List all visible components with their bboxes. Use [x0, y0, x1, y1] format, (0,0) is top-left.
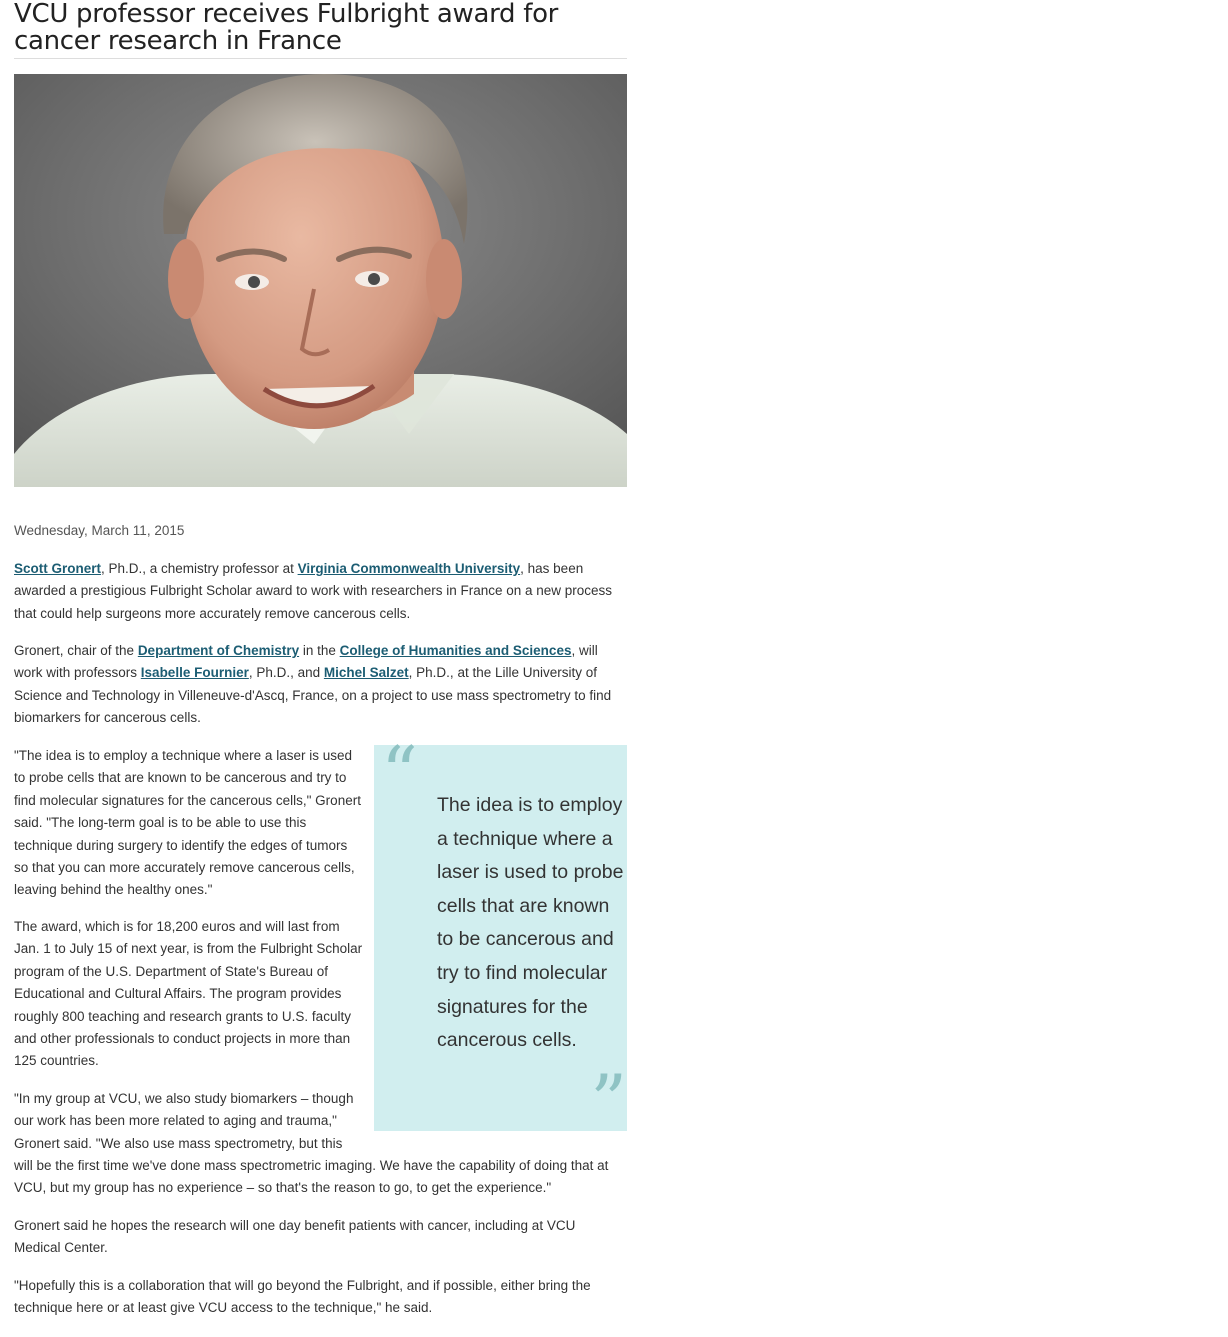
paragraph-6: Gronert said he hopes the research will one day benefit patients with cancer, including at VCU Medical Center.	[14, 1218, 576, 1256]
article	[14, 0, 627, 1316]
link-college-humanities-sciences[interactable]: College of Humanities and Sciences	[339, 643, 572, 658]
link-michel-salzet[interactable]: Michel Salzet	[323, 665, 409, 681]
pull-quote-text: The idea is to employ a technique where a laser is used to probe cells that are known to be cancerous and try to find molecular signatures for the cancerous cells.	[437, 794, 624, 1052]
paragraph-1-text-b: , has been awarded a prestigious Fulbright Scholar award to work with researchers in France on a new process that could help surgeons more accurately remove cancerous cells.	[14, 561, 613, 621]
paragraph-2-text-d: , Ph.D., and	[248, 665, 324, 681]
article-photo	[14, 74, 627, 487]
article-date: Wednesday, March 11, 2015	[14, 523, 185, 538]
link-isabelle-fournier[interactable]: Isabelle Fournier	[140, 665, 249, 681]
paragraph-2-text-a: Gronert, chair of the	[14, 643, 138, 658]
open-quote-icon: “	[381, 731, 418, 815]
paragraph-1-text-a: , Ph.D., a chemistry professor at	[101, 561, 298, 576]
paragraph-7: "Hopefully this is a collaboration that will go beyond the Fulbright, and if possible, either bring the technique here or at least give VCU access to the technique," he said.	[14, 1278, 591, 1316]
article-title: VCU professor receives Fulbright award for cancer research in France	[14, 0, 559, 56]
paragraph-4: The award, which is for 18,200 euros and will last from Jan. 1 to July 15 of next year, is from the Fulbright Scholar program of the U.S. Department of State's Bureau of Educational and Cultural Affairs. The program provides roughly 800 teaching and research grants to U.S. faculty and other professionals to conduct projects in more than 125 countries.	[14, 919, 363, 1069]
paragraph-2-text-c: , will work with professors	[14, 643, 598, 681]
title-divider	[14, 58, 627, 59]
close-quote-icon: ”	[590, 1059, 627, 1143]
paragraph-1	[14, 558, 630, 625]
paragraph-2-text-e: , Ph.D., at the Lille University of Science and Technology in Villeneuve-d'Ascq, France, on a project to use mass spectrometry to find biomarkers for cancerous cells.	[14, 665, 612, 726]
paragraph-2-text-b: in the	[299, 643, 340, 658]
paragraph-3: "The idea is to employ a technique where a laser is used to probe cells that are known to be cancerous and try to find molecular signatures for the cancerous cells," Gronert said. "The long-term goal is to be able to use this technique during surgery to identify the edges of tumors so that you can more accurately remove cancerous cells, leaving behind the healthy ones."	[14, 748, 361, 898]
link-scott-gronert[interactable]: Scott Gronert	[14, 561, 102, 576]
pull-quote	[374, 731, 627, 1143]
paragraph-2	[14, 640, 627, 730]
portrait-illustration	[14, 74, 627, 487]
paragraph-5-part-a: "In my group at VCU, we also study biomarkers – though our work has been more related to aging and trauma," Gronert said. "We also use mass spectrometry, but this	[14, 1091, 354, 1151]
paragraph-5-part-b: will be the first time we've done mass spectrometric imaging. We have the capability of doing that at VCU, but my group has no experience – so that's the reason to go, to get the experience."	[14, 1158, 609, 1196]
link-vcu[interactable]: Virginia Commonwealth University	[297, 561, 521, 576]
link-department-of-chemistry[interactable]: Department of Chemistry	[137, 643, 300, 658]
